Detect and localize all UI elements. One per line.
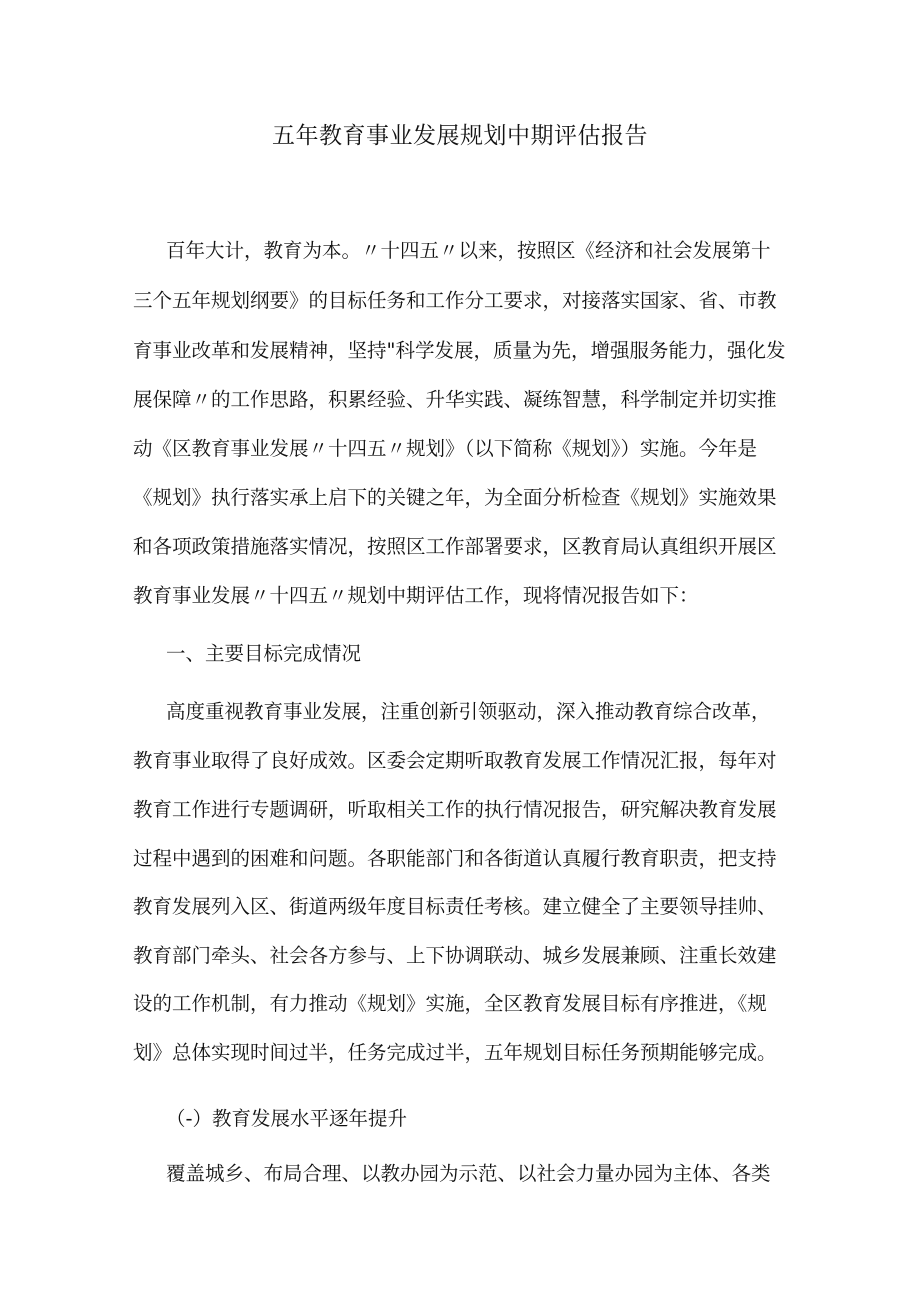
paragraph-line: 教育工作进行专题调研，听取相关工作的执行情况报告，研究解决教育发展: [133, 798, 777, 821]
paragraph-line: 教育事业取得了良好成效。区委会定期听取教育发展工作情况汇报，每年对: [133, 749, 777, 772]
paragraph-line: 高度重视教育事业发展，注重创新引领驱动，深入推动教育综合改革，: [166, 700, 771, 723]
paragraph-line: 育事业改革和发展精神，坚持"科学发展，质量为先，增强服务能力，强化发: [133, 339, 786, 362]
paragraph-line: 过程中遇到的困难和问题。各职能部门和各街道认真履行教育职责，把支持: [133, 847, 777, 870]
paragraph-line: 覆盖城乡、布局合理、以教办园为示范、以社会力量办园为主体、各类: [166, 1162, 771, 1185]
paragraph-line: 《规划》执行落实承上启下的关键之年，为全面分析检查《规划》实施效果: [133, 486, 777, 509]
subsection-heading: （-）教育发展水平逐年提升: [166, 1107, 408, 1130]
paragraph-line: 展保障〃的工作思路，积累经验、升华实践、凝练智慧，科学制定并切实推: [133, 388, 777, 411]
paragraph-line: 动《区教育事业发展〃十四五〃规划》（以下简称《规划》）实施。今年是: [133, 437, 758, 460]
paragraph-line: 百年大计，教育为本。〃十四五〃以来，按照区《经济和社会发展第十: [166, 239, 771, 262]
paragraph-line: 划》总体实现时间过半，任务完成过半，五年规划目标任务预期能够完成。: [133, 1041, 777, 1064]
paragraph-line: 教育发展列入区、街道两级年度目标责任考核。建立健全了主要领导挂帅、: [133, 895, 777, 918]
paragraph-line: 和各项政策措施落实情况，按照区工作部署要求，区教育局认真组织开展区: [133, 535, 777, 558]
paragraph-line: 教育事业发展〃十四五〃规划中期评估工作，现将情况报告如下：: [133, 584, 699, 607]
document-title: 五年教育事业发展规划中期评估报告: [272, 123, 648, 149]
paragraph-line: 设的工作机制，有力推动《规划》实施，全区教育发展目标有序推进，《规: [133, 992, 767, 1015]
section-heading: 一、主要目标完成情况: [166, 642, 362, 665]
paragraph-line: 教育部门牵头、社会各方参与、上下协调联动、城乡发展兼顾、注重长效建: [133, 944, 777, 967]
paragraph-line: 三个五年规划纲要》的目标任务和工作分工要求，对接落实国家、省、市教: [133, 289, 777, 312]
